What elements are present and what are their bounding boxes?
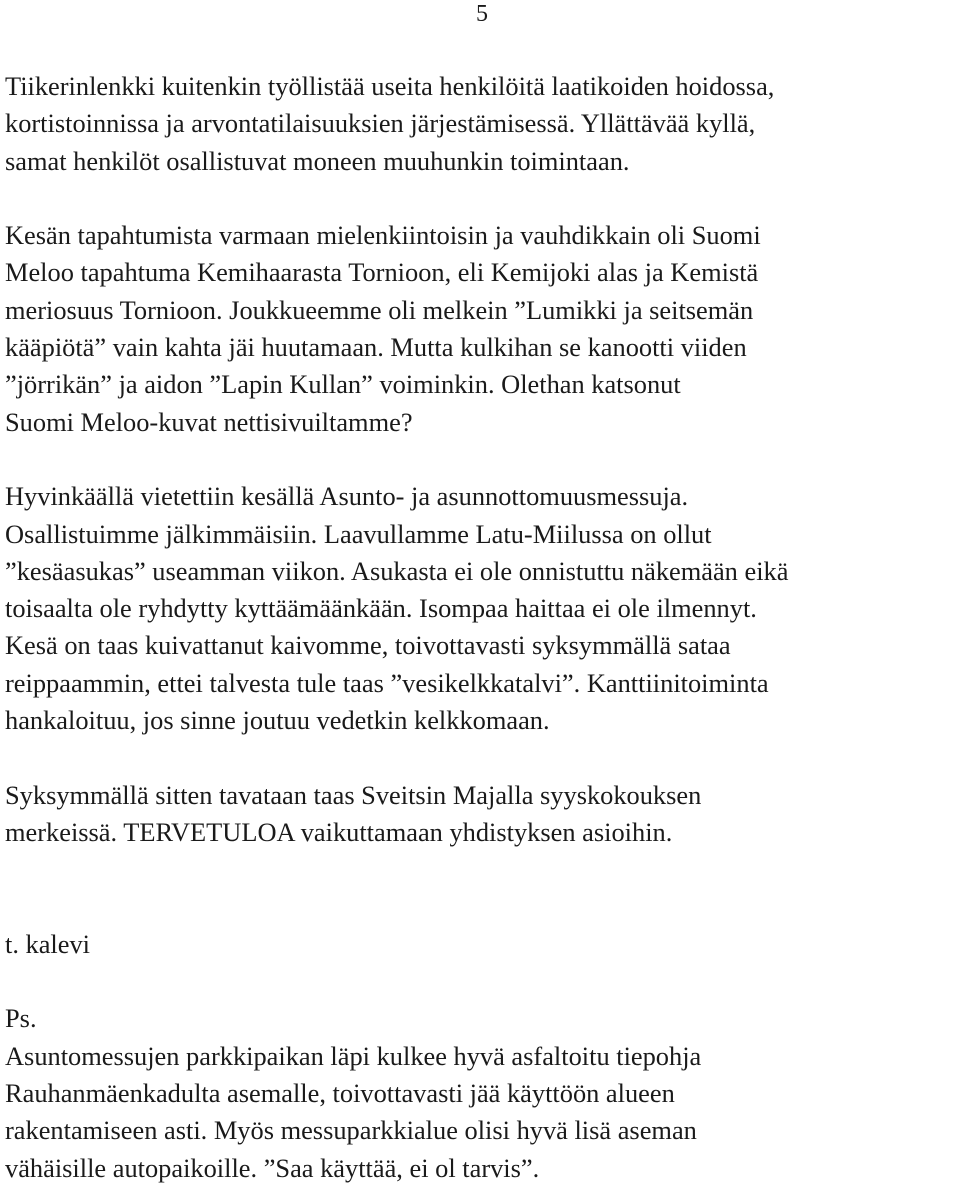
text-line: Asuntomessujen parkkipaikan läpi kulkee hyvä asfaltoitu tiepohja (5, 1040, 702, 1071)
text-line: ”kesäasukas” useamman viikon. Asukasta ei ole onnistuttu näkemään eikä (5, 555, 789, 586)
text-line: Syksymmällä sitten tavataan taas Sveitsin Majalla syyskokouksen (5, 779, 702, 810)
text-line: ”jörrikän” ja aidon ”Lapin Kullan” voiminkin. Olethan katsonut (5, 369, 681, 400)
spacer (5, 851, 955, 926)
text-line: meriosuus Tornioon. Joukkueemme oli melkein ”Lumikki ja seitsemän (5, 294, 754, 325)
spacer (5, 963, 955, 1000)
page-number: 5 (476, 1, 488, 27)
text-line: Hyvinkäällä vietettiin kesällä Asunto- ja asunnottomuusmessuja. (5, 481, 689, 512)
text-line: merkeissä. TERVETULOA vaikuttamaan yhdistyksen asioihin. (5, 816, 673, 847)
text-line: samat henkilöt osallistuvat moneen muuhunkin toimintaan. (5, 145, 630, 176)
text-line: vähäisille autopaikoille. ”Saa käyttää, ei ol tarvis”. (5, 1152, 540, 1183)
paragraph-asuntomessut (5, 478, 955, 739)
postscript (5, 1000, 955, 1186)
text-line: Suomi Meloo-kuvat nettisivuiltamme? (5, 406, 413, 437)
text-line: Meloo tapahtuma Kemihaarasta Tornioon, eli Kemijoki alas ja Kemistä (5, 257, 759, 288)
text-line: kortistoinnissa ja arvontatilaisuuksien järjestämisessä. Yllättävää kyllä, (5, 108, 756, 139)
text-line: Kesä on taas kuivattanut kaivomme, toivottavasti syksymmällä sataa (5, 630, 731, 661)
text-line: kääpiötä” vain kahta jäi huutamaan. Mutta kulkihan se kanootti viiden (5, 332, 747, 363)
text-line: reippaammin, ettei talvesta tule taas ”vesikelkkatalvi”. Kanttiinitoiminta (5, 667, 769, 698)
text-line: toisaalta ole ryhdytty kyttäämäänkään. Isompaa haittaa ei ole ilmennyt. (5, 593, 757, 624)
paragraph-suomi-meloo (5, 217, 955, 441)
paragraph-tiikerinlenkki (5, 68, 955, 180)
signature: t. kalevi (5, 928, 91, 959)
document-body (5, 68, 955, 1187)
text-line: Kesän tapahtumista varmaan mielenkiintoisin ja vauhdikkain oli Suomi (5, 220, 761, 251)
paragraph-syyskokous (5, 777, 955, 852)
text-line: Rauhanmäenkadulta asemalle, toivottavasti jää käyttöön alueen (5, 1078, 675, 1109)
text-line: rakentamiseen asti. Myös messuparkkialue olisi hyvä lisä aseman (5, 1115, 697, 1146)
text-line: Tiikerinlenkki kuitenkin työllistää useita henkilöitä laatikoiden hoidossa, (5, 71, 775, 101)
text-line: Osallistuimme jälkimmäisiin. Laavullamme Latu-Miilussa on ollut (5, 518, 712, 549)
text-line: hankaloituu, jos sinne joutuu vedetkin kelkkomaan. (5, 705, 550, 736)
postscript-label: Ps. (5, 1003, 37, 1034)
